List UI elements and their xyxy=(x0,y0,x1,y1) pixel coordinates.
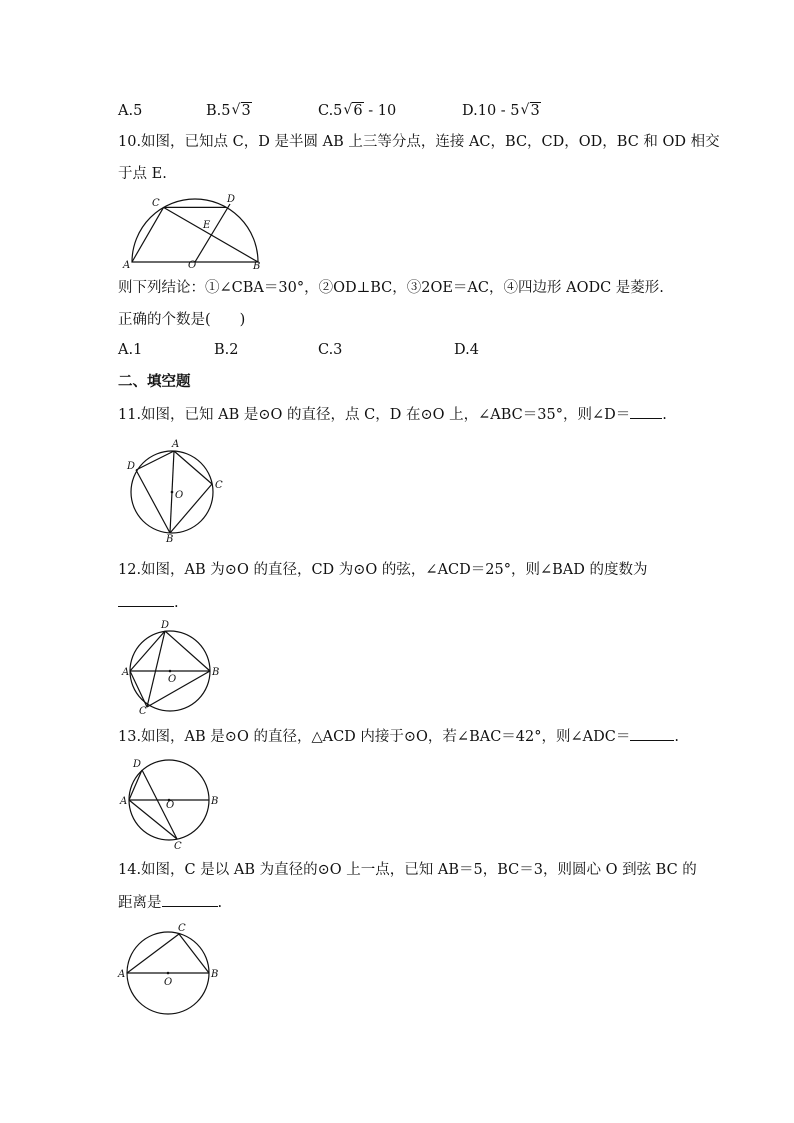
q13-label-a: A xyxy=(120,796,128,807)
q11-label-o: O xyxy=(175,490,184,501)
q13-answer-blank[interactable] xyxy=(630,726,674,741)
q12-label-d: D xyxy=(161,620,170,631)
q14-answer-blank[interactable] xyxy=(162,892,218,907)
q12-answer-line: . xyxy=(118,592,179,613)
q12-text: 12.如图，AB 为⊙O 的直径，CD 为⊙O 的弦，∠ACD＝25°，则∠BAD 的度数为 xyxy=(118,562,648,578)
q14-circle-figure xyxy=(118,922,228,1018)
q12-label-a: A xyxy=(122,667,130,678)
q10-label-c: C xyxy=(152,198,160,209)
q10-label-a: A xyxy=(123,260,131,271)
q12-label-c: C xyxy=(139,706,147,717)
q11-answer-blank[interactable] xyxy=(630,404,662,419)
q10-label-e: E xyxy=(203,220,211,231)
q11-text: 11.如图，已知 AB 是⊙O 的直径，点 C，D 在⊙O 上，∠ABC＝35°，则∠D＝ . xyxy=(118,404,667,425)
q12-answer-blank[interactable] xyxy=(118,592,174,607)
q9-option-c: C.5 √ 6 - 10 xyxy=(318,102,397,119)
q9-option-d: D.10 - 5 √ 3 xyxy=(462,102,540,119)
q12-label-b: B xyxy=(212,667,220,678)
q11-circle-figure xyxy=(122,436,232,546)
q13-label-b: B xyxy=(211,796,219,807)
q13-text: 13.如图，AB 是⊙O 的直径，△ACD 内接于⊙O，若∠BAC＝42°，则∠ADC＝ . xyxy=(118,726,679,747)
q11-label-a: A xyxy=(172,439,180,450)
q13-label-d: D xyxy=(133,759,142,770)
q11-label-b: B xyxy=(166,534,174,545)
q13-label-c: C xyxy=(174,841,182,852)
q14-label-a: A xyxy=(118,969,126,980)
q10-text-line2: 于点 E. xyxy=(118,166,167,182)
q9-option-b: B.5 √ 3 xyxy=(206,102,251,119)
q12-circle-figure xyxy=(120,616,230,716)
q10-option-c: C.3 xyxy=(318,342,343,358)
q10-option-a: A.1 xyxy=(118,342,143,358)
q10-label-d: D xyxy=(227,194,236,205)
q14-text-line1: 14.如图，C 是以 AB 为直径的⊙O 上一点，已知 AB＝5，BC＝3，则圆心 O 到弦 BC 的 xyxy=(118,862,697,878)
q12-label-o: O xyxy=(168,674,177,685)
q14-label-b: B xyxy=(211,969,219,980)
q13-circle-figure xyxy=(120,756,230,852)
q14-label-c: C xyxy=(178,923,186,934)
q9-option-a: A.5 xyxy=(118,103,143,119)
q10-prompt: 正确的个数是( ) xyxy=(118,312,246,328)
q10-label-o: O xyxy=(188,260,197,271)
q10-conclusions: 则下列结论：①∠CBA＝30°，②OD⊥BC，③2OE＝AC，④四边形 AODC 是菱形. xyxy=(118,280,664,296)
q11-label-d: D xyxy=(127,461,136,472)
section-heading-fill-in: 二、填空题 xyxy=(118,373,191,390)
q10-label-b: B xyxy=(253,261,261,272)
q10-semicircle-figure xyxy=(120,192,270,272)
q14-label-o: O xyxy=(164,977,173,988)
q13-label-o: O xyxy=(166,800,175,811)
q10-option-b: B.2 xyxy=(214,342,239,358)
q10-text-line1: 10.如图，已知点 C，D 是半圆 AB 上三等分点，连接 AC，BC，CD，OD，BC 和 OD 相交 xyxy=(118,134,720,150)
q14-text-line2: 距离是 . xyxy=(118,892,222,913)
q11-label-c: C xyxy=(215,480,223,491)
q10-option-d: D.4 xyxy=(454,342,479,358)
